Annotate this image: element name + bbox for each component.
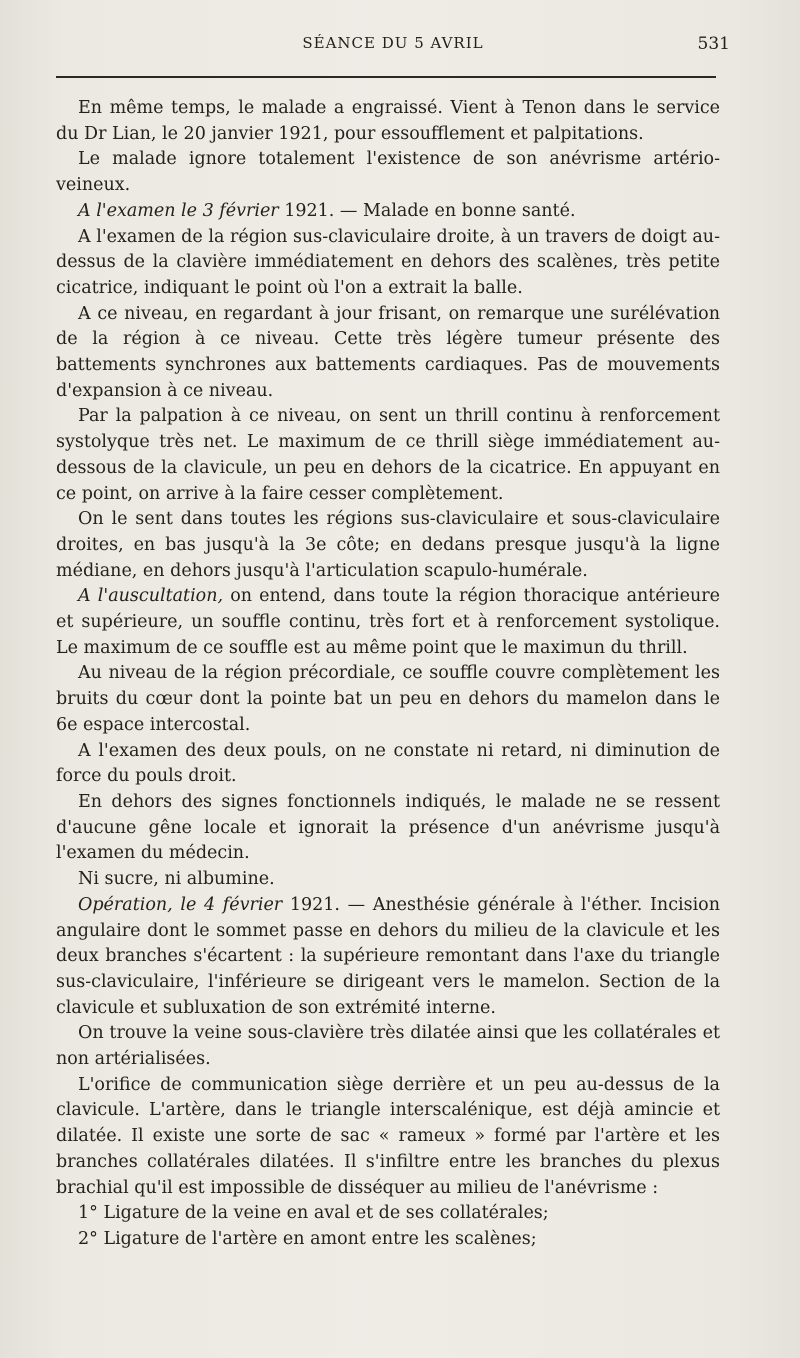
paragraph: [56, 147, 720, 198]
paragraph-text: En dehors des signes fonctionnels indiqués, le malade ne se ressent d'aucune gêne locale et ignorait la présence d'un anévrisme jusqu'à l'examen du médecin.: [56, 791, 720, 864]
running-header: [56, 34, 730, 64]
paragraph-text: Au niveau de la région précordiale, ce souffle couvre complètement les bruits du cœur dont la pointe bat un peu en dehors du mamelon dans le 6e espace intercostal.: [56, 663, 720, 735]
body-text: [56, 96, 720, 1253]
paragraph: [56, 1201, 720, 1227]
paragraph-text: On le sent dans toutes les régions sus-claviculaire et sous-claviculaire droites, en bas jusqu'à la 3e côte; en dedans presque jusqu'à la ligne médiane, en dehors jusqu'à l'articulation scapulo-humérale.: [56, 509, 720, 581]
paragraph-text: Le malade ignore totalement l'existence de son anévrisme artério-veineux.: [56, 149, 720, 196]
paragraph: [56, 1073, 720, 1202]
paragraph: [56, 404, 720, 507]
paragraph: [56, 739, 720, 790]
paragraph: [56, 1227, 720, 1253]
paragraph-text: 1921. — Malade en bonne santé.: [284, 200, 576, 221]
paragraph-text: 1° Ligature de la veine en aval et de ses collatérales;: [78, 1203, 549, 1224]
paragraph-text: Ni sucre, ni albumine.: [78, 869, 275, 890]
paragraph-lead: A l'examen le 3 février: [78, 200, 279, 221]
paragraph-text: Par la palpation à ce niveau, on sent un thrill continu à renforcement systolyque très net. Le maximum de ce thrill siège immédiatement au-dessous de la clavicule, un peu en dehors de la cicatrice. En appuyant en ce point, on arrive à la faire cesser complètement.: [56, 406, 720, 504]
paragraph: [56, 1021, 720, 1072]
paragraph-text: A l'examen des deux pouls, on ne constate ni retard, ni diminution de force du pouls droit.: [56, 740, 720, 787]
paragraph-lead: A l'auscultation,: [78, 586, 224, 607]
paragraph: [56, 96, 720, 147]
paragraph-lead: Opération, le 4 février: [78, 894, 283, 915]
paragraph: [56, 867, 720, 893]
paragraph: [56, 893, 720, 1022]
paragraph: [56, 584, 720, 661]
paragraph: [56, 199, 720, 225]
paragraph-text: on entend, dans toute la région thoracique antérieure et supérieure, un souffle continu, très fort et à renforcement systolique. Le maximum de ce souffle est au même point que le maximun du thrill.: [56, 586, 720, 658]
running-title: SÉANCE DU 5 AVRIL: [302, 34, 484, 52]
page-number: 531: [697, 34, 730, 54]
paragraph-text: 1921. — Anesthésie générale à l'éther. Incision angulaire dont le sommet passe en dehors du milieu de la clavicule et les deux branches s'écartent : la supérieure remontant dans l'axe du triangle sus-claviculaire, l'inférieure se dirigeant vers le mamelon. Section de la clavicule et subluxation de son extrémité interne.: [56, 894, 720, 1018]
paragraph-text: En même temps, le malade a engraissé. Vient à Tenon dans le service du Dr Lian, le 20 janvier 1921, pour essoufflement et palpitations.: [56, 98, 720, 144]
paragraph: [56, 225, 720, 302]
paragraph: [56, 790, 720, 867]
paragraph-text: L'orifice de communication siège derrière et un peu au-dessus de la clavicule. L'artère, dans le triangle interscalénique, est déjà amincie et dilatée. Il existe une sorte de sac « rameux » formé par l'artère et les branches collatérales dilatées. Il s'infiltre entre les branches du plexus brachial qu'il est impossible de disséquer au milieu de l'anévrisme :: [56, 1074, 720, 1198]
paragraph: [56, 302, 720, 405]
paragraph-text: On trouve la veine sous-clavière très dilatée ainsi que les collatérales et non artérialisées.: [56, 1023, 720, 1070]
paragraph: [56, 507, 720, 584]
paragraph: [56, 661, 720, 738]
paragraph-text: A l'examen de la région sus-claviculaire droite, à un travers de doigt au-dessus de la clavière immédiatement en dehors des scalènes, très petite cicatrice, indiquant le point où l'on a extrait la balle.: [56, 226, 720, 298]
header-rule: [56, 76, 716, 78]
paragraph-text: A ce niveau, en regardant à jour frisant, on remarque une surélévation de la région à ce niveau. Cette très légère tumeur présente des battements synchrones aux battements cardiaques. Pas de mouvements d'expansion à ce niveau.: [56, 303, 720, 401]
paragraph-text: 2° Ligature de l'artère en amont entre les scalènes;: [78, 1228, 537, 1249]
